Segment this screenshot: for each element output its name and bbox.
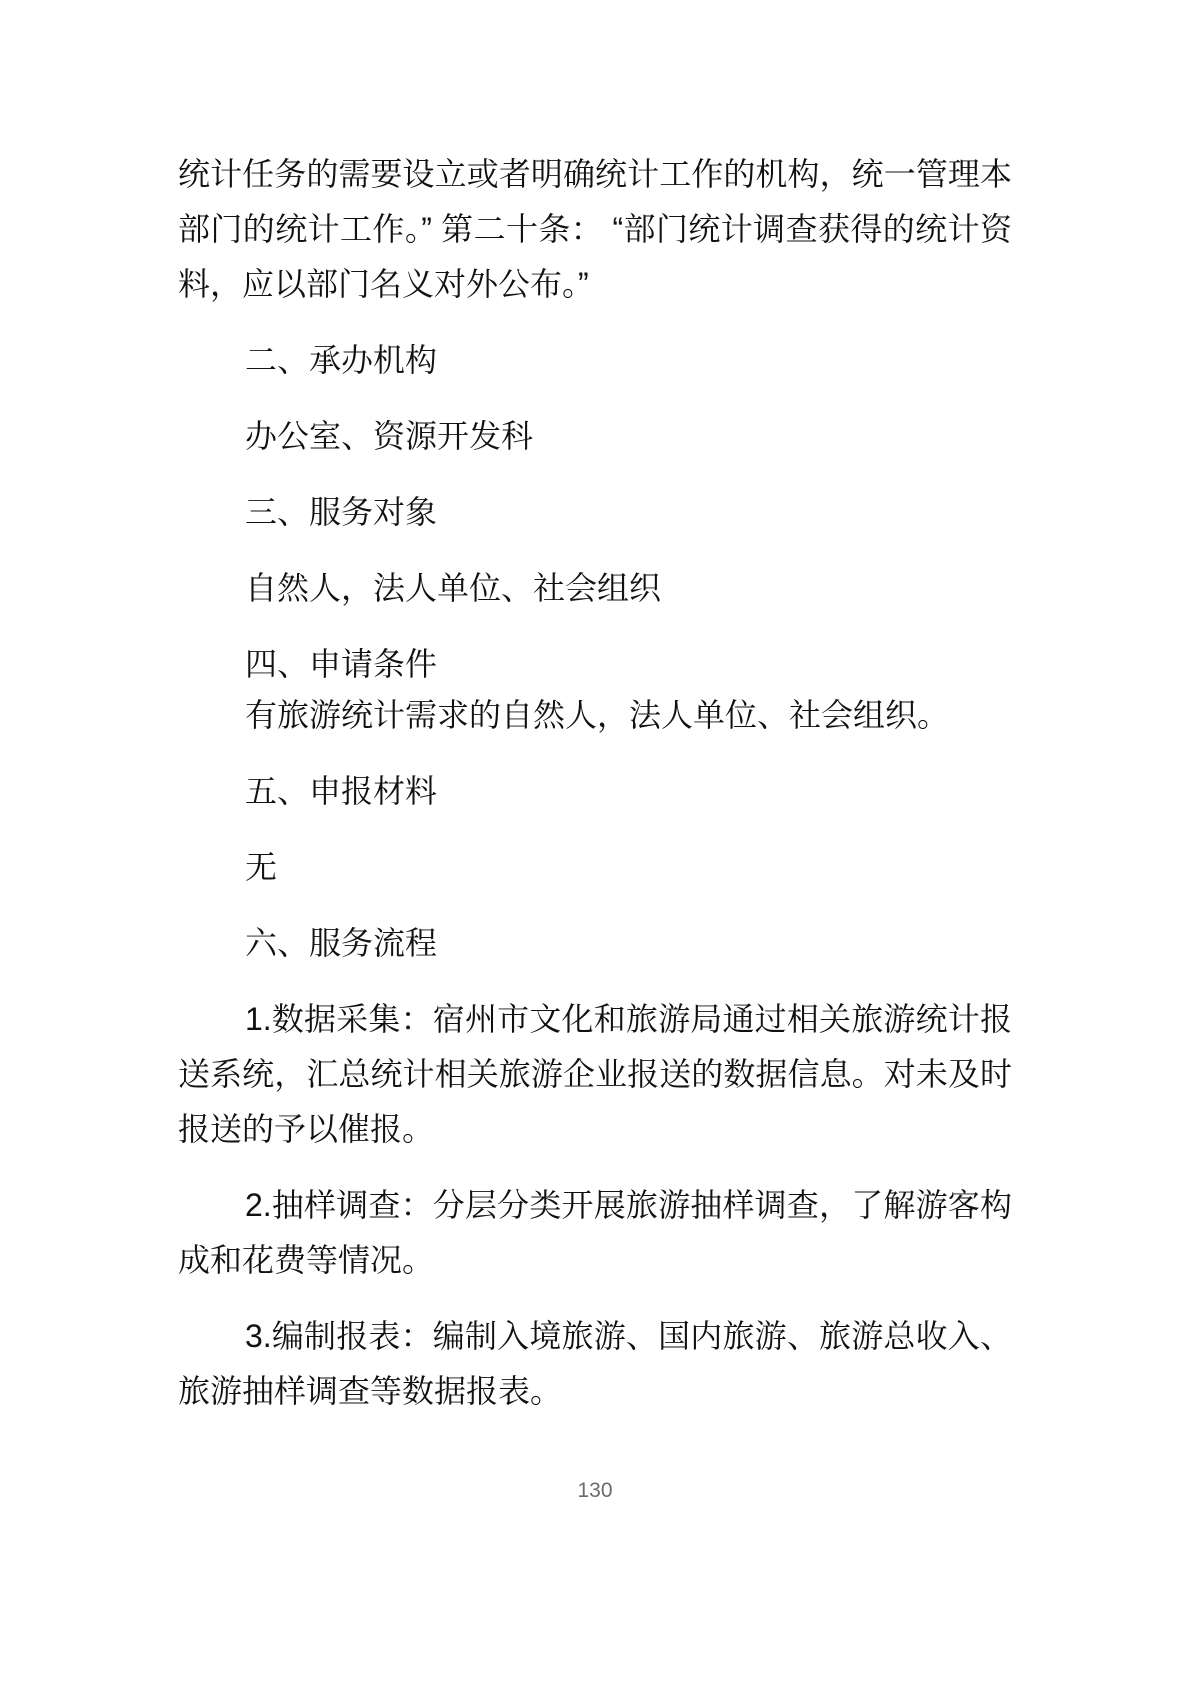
paragraph-step-3: 3.编制报表：编制入境旅游、国内旅游、旅游总收入、旅游抽样调查等数据报表。 <box>178 1318 1012 1409</box>
paragraph-service-targets: 自然人，法人单位、社会组织 <box>245 570 662 606</box>
paragraph-office: 办公室、资源开发科 <box>245 418 534 454</box>
paragraph-continued: 统计任务的需要设立或者明确统计工作的机构，统一管理本部门的统计工作。” 第二十条： “部门统计调查获得的统计资料，应以部门名义对外公布。” <box>178 156 1012 302</box>
heading-section-3: 三、服务对象 <box>245 494 438 530</box>
heading-section-5: 五、申报材料 <box>245 773 438 809</box>
document-body <box>178 147 1012 1419</box>
paragraph-application-conditions: 有旅游统计需求的自然人，法人单位、社会组织。 <box>245 697 950 733</box>
heading-section-4: 四、申请条件 <box>245 646 438 682</box>
heading-section-6: 六、服务流程 <box>245 925 438 961</box>
heading-section-2: 二、承办机构 <box>245 342 438 378</box>
paragraph-materials-none: 无 <box>245 849 278 885</box>
paragraph-step-1: 1.数据采集：宿州市文化和旅游局通过相关旅游统计报送系统，汇总统计相关旅游企业报送的数据信息。对未及时报送的予以催报。 <box>178 1001 1012 1147</box>
paragraph-step-2: 2.抽样调查：分层分类开展旅游抽样调查，了解游客构成和花费等情况。 <box>178 1187 1012 1278</box>
page-number: 130 <box>577 1479 613 1502</box>
